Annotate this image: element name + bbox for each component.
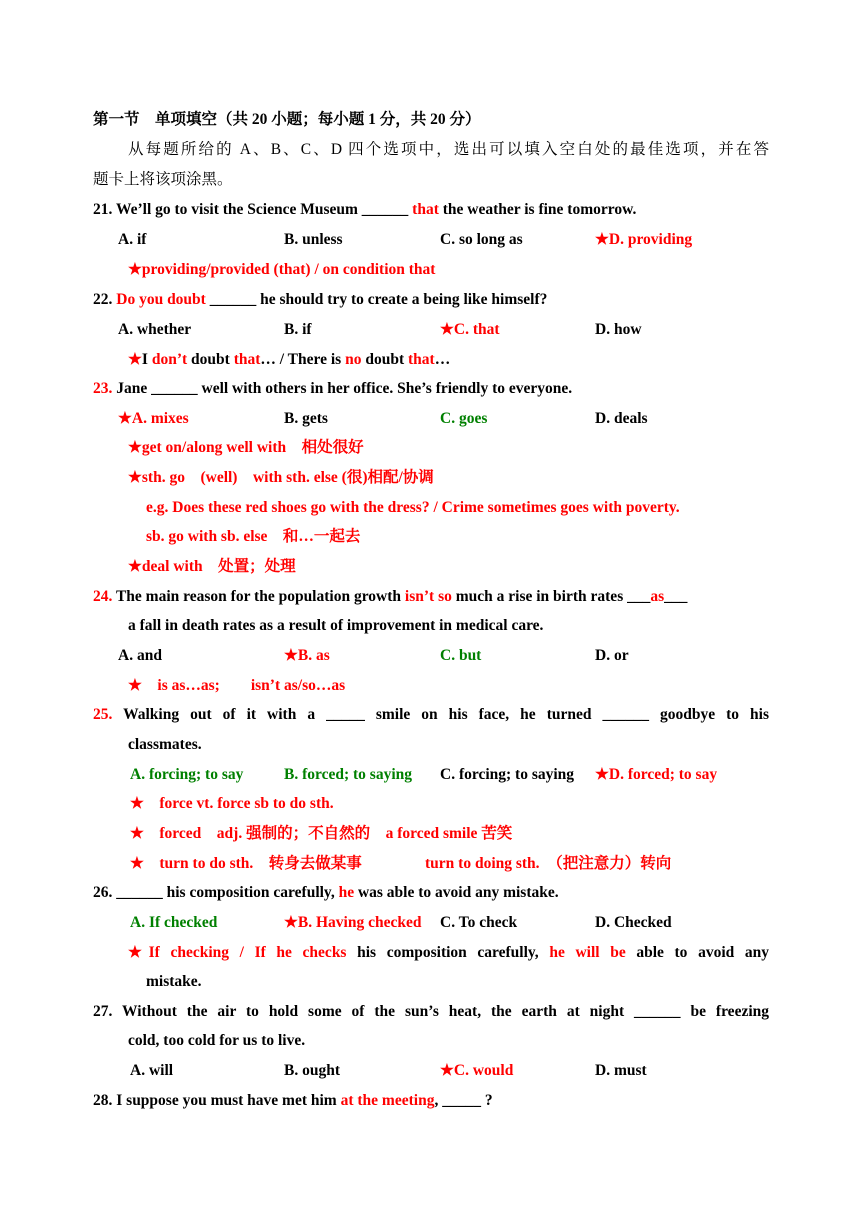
option-d: D. deals	[595, 410, 648, 427]
option-a-answer: ★A. mixes	[118, 410, 189, 427]
note-22: ★I don’t doubt that… / There is no doubt that…	[128, 351, 451, 368]
option-c-answer: ★C. would	[440, 1062, 514, 1079]
note-23-3: sb. go with sb. else 和…一起去	[146, 528, 361, 545]
note-26-cont: mistake.	[146, 973, 202, 990]
question-28: 28. I suppose you must have met him at the meeting, _____ ?	[93, 1092, 493, 1109]
option-d-answer: ★D. providing	[595, 231, 693, 248]
option-b: B. gets	[284, 410, 328, 427]
section-header: 第一节 单项填空（共 20 小题；每小题 1 分，共 20 分）	[93, 111, 481, 128]
question-number: 24.	[93, 588, 113, 605]
question-22	[93, 289, 547, 311]
question-text: We’ll go to visit the Science Museum ______	[112, 201, 413, 218]
note-25-2: ★ forced adj. 强制的；不自然的 a forced smile 苦笑	[130, 825, 513, 842]
question-24-cont: a fall in death rates as a result of improvement in medical care.	[128, 617, 544, 634]
option-c-alternative: C. but	[440, 647, 482, 664]
option-c: C. To check	[440, 914, 518, 931]
option-a-alternative: A. If checked	[130, 914, 218, 931]
option-d-answer: ★D. forced; to say	[595, 766, 718, 783]
question-21	[93, 199, 636, 221]
question-25-cont: classmates.	[128, 736, 202, 753]
note-25-3: ★ turn to do sth. 转身去做某事	[130, 855, 362, 872]
note-23-4: ★deal with 处置；处理	[128, 558, 296, 575]
question-27-cont: cold, too cold for us to live.	[128, 1032, 306, 1049]
option-b-answer: ★B. Having checked	[284, 914, 422, 931]
question-text: the weather is fine tomorrow.	[438, 201, 637, 218]
option-c-alternative: C. goes	[440, 410, 488, 427]
option-c-answer: ★C. that	[440, 321, 500, 338]
question-27: 27. Without the air to hold some of the sun’s heat, the earth at night ______ be freezing	[93, 1003, 769, 1020]
star-icon: ★	[128, 351, 142, 368]
instructions-line-2: 题卡上将该项涂黑。	[93, 171, 233, 188]
option-c: C. so long as	[440, 231, 523, 248]
option-b: B. ought	[284, 1062, 340, 1079]
option-a: A. whether	[118, 321, 192, 338]
note-23-2: ★sth. go (well) with sth. else (很)相配/协调	[128, 469, 434, 486]
option-d: D. Checked	[595, 914, 672, 931]
highlight-phrase: at the meeting	[340, 1092, 435, 1109]
note-25-4: turn to doing sth. （把注意力）转向	[425, 855, 672, 872]
question-text: ______ he should try to create a being like himself?	[205, 291, 548, 308]
question-number: 26.	[93, 884, 113, 901]
question-text: Jane ______ well with others in her office. She’s friendly to everyone.	[112, 380, 573, 397]
question-25: 25. Walking out of it with a _____ smile on his face, he turned ______ goodbye to his	[93, 706, 769, 723]
option-a-alternative: A. forcing; to say	[130, 766, 244, 783]
question-number: 25.	[93, 706, 113, 723]
question-26: 26. ______ his composition carefully, he was able to avoid any mistake.	[93, 884, 559, 901]
question-number: 21.	[93, 201, 113, 218]
option-b-alternative: B. forced; to saying	[284, 766, 413, 783]
option-a: A. will	[130, 1062, 174, 1079]
option-a: A. and	[118, 647, 162, 664]
highlight-word: that	[412, 201, 439, 218]
question-23	[93, 378, 572, 400]
note-24: ★ is as…as; isn’t as/so…as	[128, 677, 346, 694]
note-25-1: ★ force vt. force sb to do sth.	[130, 795, 334, 812]
option-d: D. how	[595, 321, 642, 338]
option-b: B. if	[284, 321, 312, 338]
note-23-1: ★get on/along well with 相处很好	[128, 439, 364, 456]
note-26: ★If checking / If he checks his composition carefully, he will be able to avoid any	[128, 944, 769, 961]
option-d: D. or	[595, 647, 629, 664]
question-24: 24. The main reason for the population growth isn’t so much a rise in birth rates ___as___	[93, 588, 688, 605]
highlight-phrase: Do you doubt	[116, 291, 206, 308]
option-b-answer: ★B. as	[284, 647, 330, 664]
option-a: A. if	[118, 231, 147, 248]
option-d: D. must	[595, 1062, 647, 1079]
note-23-example: e.g. Does these red shoes go with the dress? / Crime sometimes goes with poverty.	[146, 499, 680, 516]
instructions-line-1: 从每题所给的 A、B、C、D 四个选项中，选出可以填入空白处的最佳选项，并在答	[128, 141, 769, 158]
question-number: 23.	[93, 380, 113, 397]
option-b: B. unless	[284, 231, 343, 248]
note-21: ★providing/provided (that) / on condition that	[128, 261, 436, 278]
question-number: 22.	[93, 291, 117, 308]
option-c: C. forcing; to saying	[440, 766, 575, 783]
